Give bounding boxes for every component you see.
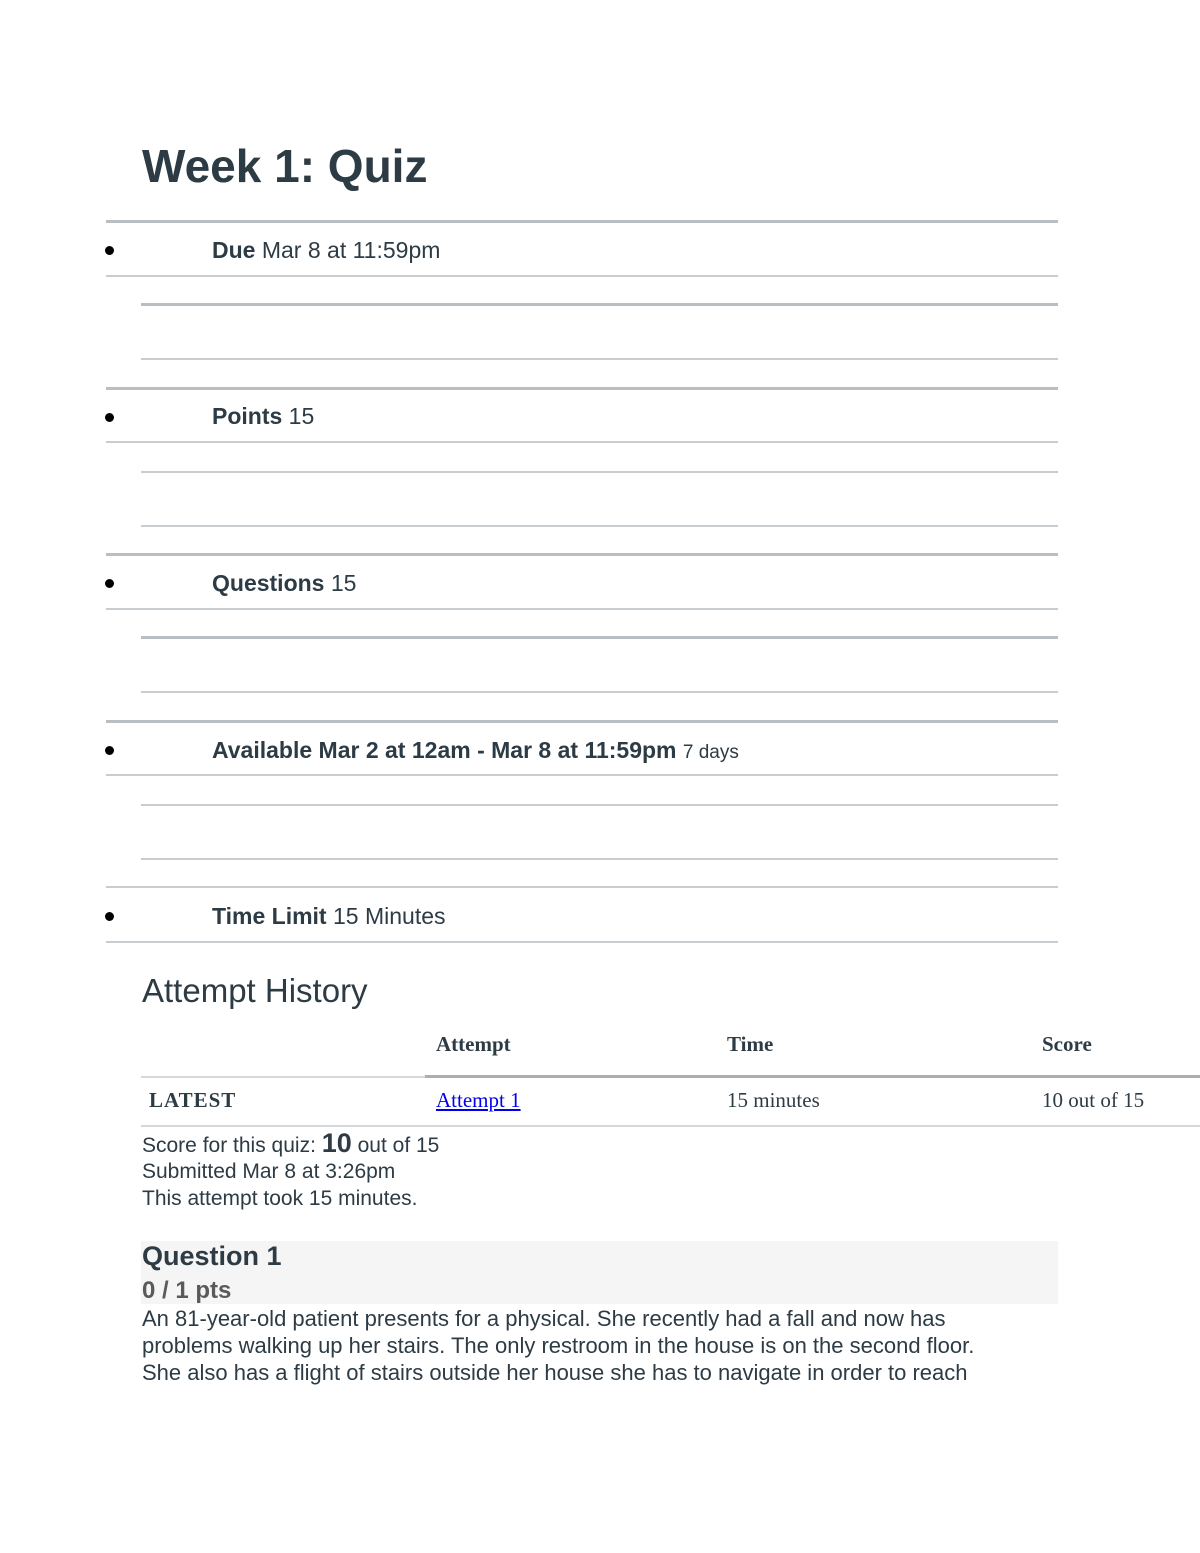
due-value: Mar 8 at 11:59pm [261, 237, 441, 263]
available-value: Mar 2 at 12am - Mar 8 at 11:59pm [318, 737, 677, 763]
attempt-1-link-cell [436, 1088, 521, 1113]
questions-value: 15 [330, 570, 357, 596]
latest-badge: LATEST [149, 1088, 237, 1112]
question-text-line: She also has a flight of stairs outside her house she has to navigate in order to reach [142, 1360, 968, 1385]
divider [141, 858, 1058, 860]
list-bullet [105, 579, 114, 588]
available-duration: 7 days [682, 742, 739, 763]
available-label: Available [212, 737, 313, 763]
page-title: Week 1: Quiz [142, 140, 428, 192]
attempt-score-cell: 10 out of 15 [1042, 1088, 1145, 1112]
score-prefix: Score for this quiz: [142, 1134, 322, 1157]
question-text-line: problems walking up her stairs. The only restroom in the house is on the second floor. [142, 1333, 975, 1358]
divider [106, 441, 1058, 443]
list-bullet [105, 746, 114, 755]
table-header-divider [425, 1075, 1200, 1078]
question-points: 0 / 1 pts [142, 1277, 232, 1304]
points-value: 15 [288, 403, 315, 429]
divider [141, 471, 1058, 473]
table-header-divider [141, 1076, 425, 1078]
attempt-duration-line: This attempt took 15 minutes. [142, 1187, 418, 1210]
divider [141, 525, 1058, 527]
time-limit-label: Time Limit [212, 903, 327, 929]
divider [106, 941, 1058, 943]
column-header-score: Score [1042, 1032, 1092, 1056]
questions-detail [212, 569, 356, 597]
divider [141, 303, 1058, 306]
divider [141, 358, 1058, 360]
quiz-score-line [142, 1128, 439, 1159]
divider [106, 275, 1058, 277]
attempt-1-link[interactable]: Attempt 1 [436, 1088, 521, 1112]
available-detail [212, 736, 739, 767]
list-bullet [105, 912, 114, 921]
table-row-divider [141, 1125, 1200, 1127]
divider [141, 636, 1058, 639]
list-bullet [105, 413, 114, 422]
score-suffix: out of 15 [351, 1134, 440, 1157]
attempt-history-title: Attempt History [142, 972, 368, 1009]
divider [106, 720, 1058, 723]
due-label: Due [212, 237, 256, 263]
question-text [142, 1305, 1042, 1386]
questions-label: Questions [212, 570, 325, 596]
submitted-line: Submitted Mar 8 at 3:26pm [142, 1160, 396, 1183]
question-header [141, 1241, 1058, 1304]
score-value: 10 [321, 1128, 352, 1158]
column-header-attempt: Attempt [436, 1032, 511, 1056]
divider [106, 553, 1058, 556]
divider [106, 774, 1058, 776]
divider [106, 387, 1058, 390]
divider [106, 886, 1058, 888]
points-detail [212, 402, 314, 430]
divider [106, 220, 1058, 223]
question-text-line: An 81-year-old patient presents for a physical. She recently had a fall and now has [142, 1306, 946, 1331]
attempt-time-cell: 15 minutes [727, 1088, 820, 1112]
time-limit-detail [212, 902, 446, 930]
divider [141, 804, 1058, 806]
points-label: Points [212, 403, 283, 429]
divider [141, 691, 1058, 693]
column-header-time: Time [727, 1032, 774, 1056]
question-title: Question 1 [142, 1241, 282, 1271]
list-bullet [105, 246, 114, 255]
divider [106, 608, 1058, 610]
time-limit-value: 15 Minutes [333, 903, 446, 929]
due-detail [212, 236, 440, 264]
